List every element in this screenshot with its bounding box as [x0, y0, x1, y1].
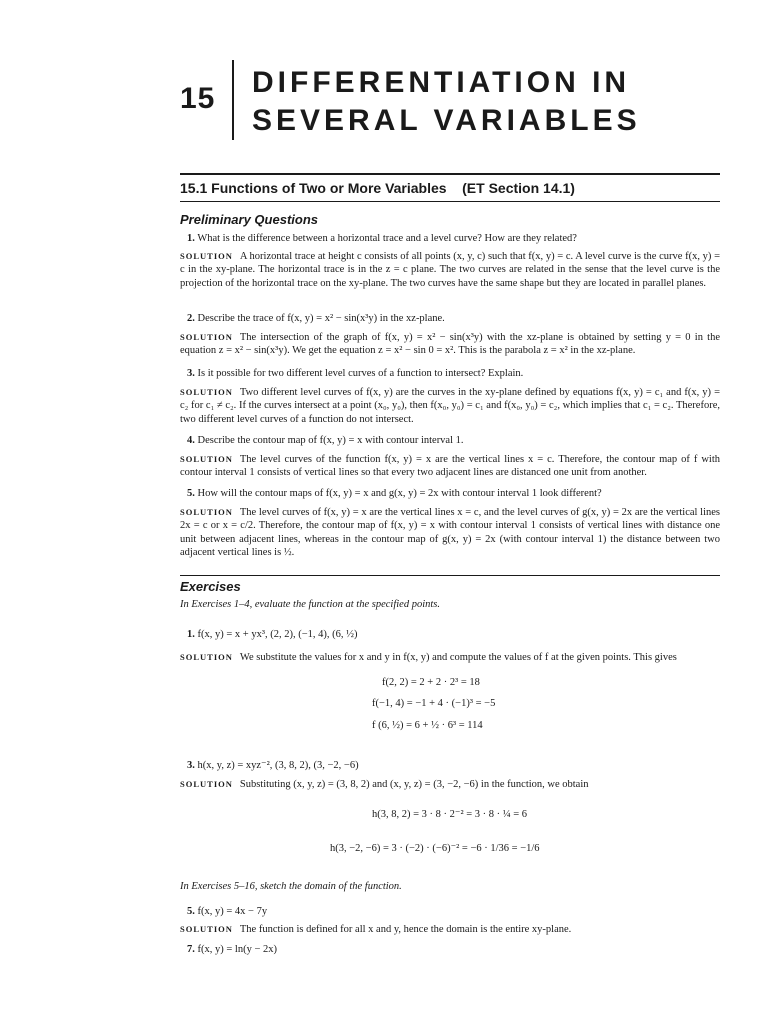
chapter-title-line2: SEVERAL VARIABLES: [252, 104, 641, 137]
exercise-1: 1. f(x, y) = x + yx³, (2, 2), (−1, 4), (6, ½): [187, 629, 358, 640]
question-1: 1. What is the difference between a horizontal trace and a level curve? How are they related?: [187, 233, 577, 244]
exercises-rule: [180, 575, 720, 576]
solution-5: SOLUTION The level curves of f(x, y) = x are the vertical lines x = c, and the level curves of g(x, y) = 2x are the vertical lines 2x = c or x = c/2. Therefore, the contour map of f(x, y) = x with contour interval 1 consists of vertical lines with distance one unit between adjacent lines, whereas in the contour map of g(x, y) = 2x (with contour interval 1) the distance between two adjacent vertical lines is ½.: [180, 507, 720, 558]
chapter-header: [180, 60, 740, 140]
exercise-5: 5. f(x, y) = 4x − 7y: [187, 906, 268, 917]
ex3-equation-1: h(3, 8, 2) = 3 · 8 · 2⁻² = 3 · 8 · ¼ = 6: [372, 809, 528, 820]
exercise-5-solution: SOLUTION The function is defined for all x and y, hence the domain is the entire xy-plane.: [180, 924, 572, 935]
question-5: 5. How will the contour maps of f(x, y) = x and g(x, y) = 2x with contour interval 1 look different?: [187, 488, 602, 499]
chapter-title-line1: DIFFERENTIATION IN: [252, 66, 631, 99]
question-3: 3. Is it possible for two different level curves of a function to intersect? Explain.: [187, 368, 524, 379]
exercise-7: 7. f(x, y) = ln(y − 2x): [187, 944, 277, 955]
exercise-1-solution: SOLUTION We substitute the values for x and y in f(x, y) and compute the values of f at the given points. This gives: [180, 652, 677, 663]
section-ref: (ET Section 14.1): [462, 180, 575, 196]
solution-2: SOLUTION The intersection of the graph of f(x, y) = x² − sin(x³y) with the xz-plane is obtained by setting y = 0 in the equation z = x² − sin(x³y). We get the equation z = x² − sin 0 = x². This is the parabola z = x² in the xz-plane.: [180, 332, 720, 357]
chapter-divider: [232, 60, 234, 140]
ex1-equation-2: f(−1, 4) = −1 + 4 · (−1)³ = −5: [372, 698, 496, 709]
question-4: 4. Describe the contour map of f(x, y) = x with contour interval 1.: [187, 435, 464, 446]
section-title: 15.1 Functions of Two or More Variables (ET Section 14.1): [180, 180, 575, 196]
section-rule-bottom: [180, 201, 720, 202]
exercise-3: 3. h(x, y, z) = xyz⁻², (3, 8, 2), (3, −2, −6): [187, 760, 359, 771]
solution-1: SOLUTION A horizontal trace at height c consists of all points (x, y, c) such that f(x, y) = c. A level curve is the curve f(x, y) = c in the xy-plane. The horizontal trace is in the z = c plane. The two curves are related in the sense that the level curve is the projection of the horizontal trace on the xy-plane. The two curves have the same shape but they are located in parallel planes.: [180, 251, 720, 289]
question-2: 2. Describe the trace of f(x, y) = x² − sin(x³y) in the xz-plane.: [187, 313, 445, 324]
chapter-number: 15: [180, 82, 216, 115]
section-rule-top: [180, 173, 720, 175]
solution-3: SOLUTION Two different level curves of f(x, y) are the curves in the xy-plane defined by equations f(x, y) = c₁ and f(x, y) = c₂ for c₁ ≠ c₂. If the curves intersect at a point (x₀, y₀), then f(x₀, y₀) = c₁ and f(x₀, y₀) = c₂, which implies that c₁ = c₂. Therefore, two different level curves of a function do not intersect.: [180, 387, 720, 425]
preliminary-heading: Preliminary Questions: [180, 212, 318, 227]
chapter-title: [252, 64, 641, 140]
exercises-heading: Exercises: [180, 579, 241, 594]
ex1-equation-3: f (6, ½) = 6 + ½ · 6³ = 114: [372, 720, 483, 731]
ex1-equation-1: f(2, 2) = 2 + 2 · 2³ = 18: [382, 677, 480, 688]
solution-4: SOLUTION The level curves of the function f(x, y) = x are the vertical lines x = c. Therefore, the contour map of f with contour interval 1 consists of vertical lines so that every two adjacent lines are distanced one unit from another.: [180, 454, 720, 479]
exercise-3-solution: SOLUTION Substituting (x, y, z) = (3, 8, 2) and (x, y, z) = (3, −2, −6) in the function, we obtain: [180, 779, 589, 790]
exercises-intro-2: In Exercises 5–16, sketch the domain of the function.: [180, 881, 402, 892]
ex3-equation-2: h(3, −2, −6) = 3 · (−2) · (−6)⁻² = −6 · 1/36 = −1/6: [330, 843, 540, 854]
exercises-intro-1: In Exercises 1–4, evaluate the function at the specified points.: [180, 599, 441, 610]
